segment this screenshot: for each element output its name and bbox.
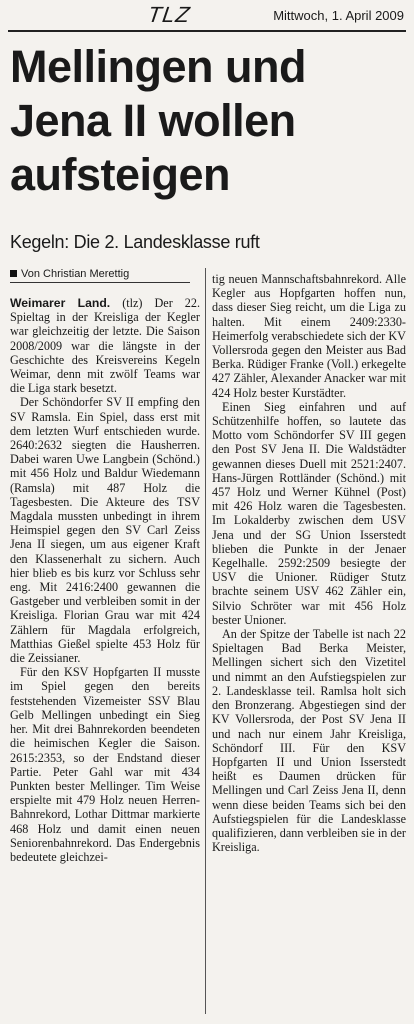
paragraph: An der Spitze der Tabelle ist nach 22 Spieltagen Bad Berka Meister, Mellingen sichert sich den Vizetitel und nimmt an den Aufstiegspielen zur 2. Landesklasse teil. Ramlsa holt sich den Bronzerang. Abgestiegen sind der KV Vollersroda, der Post SV Jena II und nach nur einem Jahr Kreisliga, Schöndorf III. Für den KSV Hopfgarten II und Union Isserstedt heißt es Daumen drücken für Mellingen und Carl Zeiss Jena II, denn wenn diese beiden Teams sich bei den Aufstiegspielen für die Landesklasse qualifizieren, dann verbleiben sie in der Kreisliga. <box>212 627 406 855</box>
masthead-rule <box>8 30 406 32</box>
byline-square-icon <box>10 270 17 277</box>
headline <box>10 40 406 202</box>
headline-line-3: aufsteigen <box>10 149 231 200</box>
column-divider <box>205 268 206 1014</box>
newspaper-logo: TLZ <box>146 2 192 27</box>
subheadline: Kegeln: Die 2. Landesklasse ruft <box>10 232 260 252</box>
issue-date: Mittwoch, 1. April 2009 <box>273 8 404 23</box>
byline-text: Von Christian Merettig <box>21 268 130 280</box>
article-column-left <box>10 296 200 864</box>
paragraph: Für den KSV Hopfgarten II musste im Spiel gegen den bereits feststehenden Vizemeister SSV Blau Gelb Mellingen unbedingt ein Sieg her. Mit drei Bahnrekorden beendeten die heimischen Kegler die Saison. 2615:2353, so der Endstand dieser Partie. Peter Gahl war mit 434 Punkten bester Mellinger. Tim Weise erspielte mit 479 Holz neuen Herren-Bahnrekord, Lothar Dittmar markierte 468 Holz und damit einen neuen Seniorenbahnrekord. Das Endergebnis bedeutete gleichzei- <box>10 665 200 864</box>
headline-line-1: Mellingen und <box>10 41 306 92</box>
paragraph: tig neuen Mannschaftsbahnrekord. Alle Kegler aus Hopfgarten hoffen nun, dass dieser Sieg reicht, um die Liga zu halten. Mit einem 2409:2330-Heimerfolg verabschiedete sich der KV Vollersroda gegen den Meister aus Bad Berka. Rüdiger Franke (Voll.) erkegelte 427 Zähler, Alexander Anacker war mit 424 Holz bester Kurstädter. <box>212 272 406 400</box>
byline <box>10 268 190 283</box>
masthead <box>0 0 414 28</box>
article-column-right <box>212 272 406 854</box>
paragraph <box>10 296 200 395</box>
dateline: Weimarer Land. <box>10 296 111 310</box>
paragraph: Der Schöndorfer SV II empfing den SV Ramsla. Ein Spiel, dass erst mit dem letzten Wurf entschieden wurde. 2640:2632 siegten die Hausherren. Dabei waren Uwe Langbein (Schönd.) mit 456 Holz und Baldur Wiedemann (Ramsla) mit 487 Holz die Tagesbesten. Die Akteure des TSV Magdala mussten unbedingt in ihrem Heimspiel gegen den SV Carl Zeiss Jena II siegen, um aus eigener Kraft den Klassenerhalt zu sichern. Auch hier blieb es bis kurz vor Schluss sehr eng. Mit 2416:2400 gewannen die Gastgeber und verbleiben somit in der Kreisliga. Florian Grau war mit 424 Zählern für Magdala erfolgreich, Matthias Gießel spielte 453 Holz für die Zeissianer. <box>10 395 200 666</box>
paragraph: Einen Sieg einfahren und auf Schützenhilfe hoffen, so lautete das Motto vom Schöndorfer SV III gegen den Post SV Jena II. Die Waldstädter gewannen dieses Duell mit 2521:2407. Hans-Jürgen Rottländer (Schönd.) mit 457 Holz und Werner Kühnel (Post) mit 426 Holz waren die Tagesbesten. Im Lokalderby zwischen dem USV Jena und der SG Union Isserstedt blieben die Punkte in der Jenaer Kegelhalle. 2592:2509 besiegte der USV die Unioner. Rüdiger Stutz brachte seinem USV 462 Zähler ein, Silvio Schröter war mit 456 Holz bester Unioner. <box>212 399 406 627</box>
paragraph-text: (tlz) Der 22. Spieltag in der Kreisliga der Kegler war gleichzeitig der letzte. Die Saison 2008/2009 war die längste in der Geschichte des Kreisvereins Kegeln Weimar, denn mit zwölf Teams war die Liga stark besetzt. <box>10 296 200 396</box>
headline-line-2: Jena II wollen <box>10 95 296 146</box>
